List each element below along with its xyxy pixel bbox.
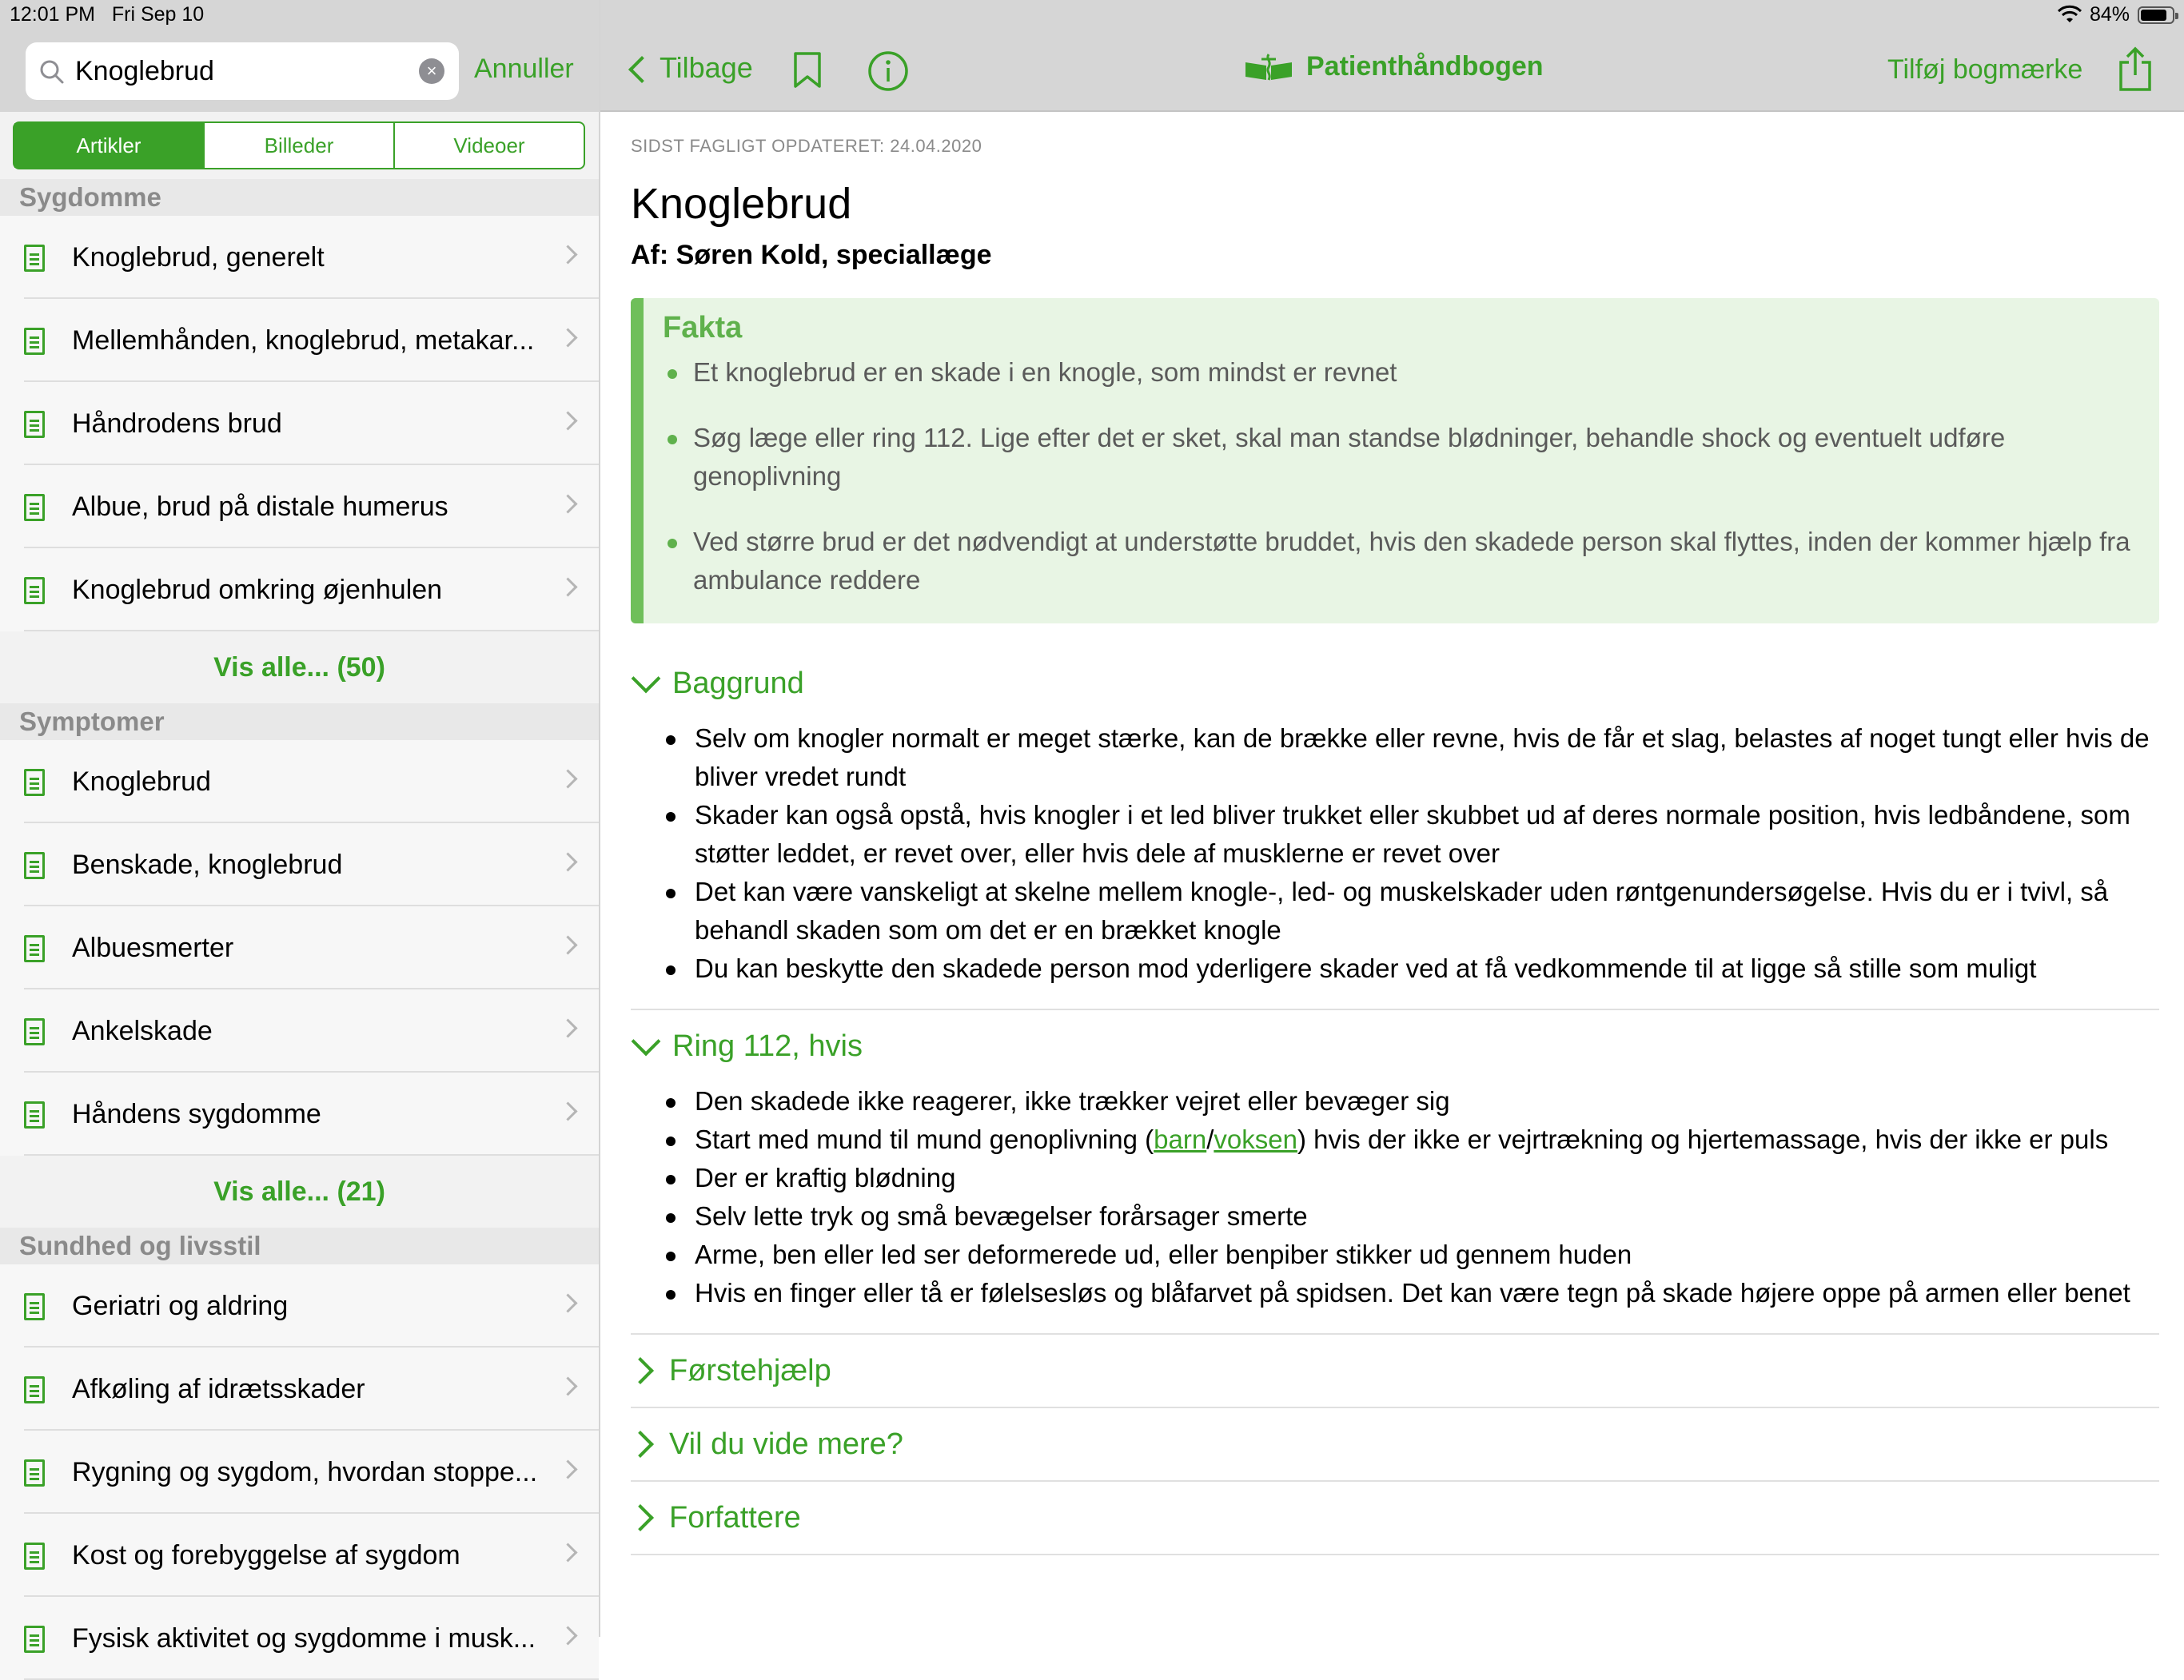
article-author: Af: Søren Kold, speciallæge <box>631 240 992 270</box>
status-bar <box>0 0 2184 34</box>
chevron-right-icon <box>558 1626 577 1645</box>
chevron-right-icon <box>558 769 577 788</box>
result-row[interactable] <box>0 740 599 823</box>
section-title: Førstehjælp <box>669 1353 831 1387</box>
section-title: Baggrund <box>672 666 804 700</box>
bookmark-icon[interactable] <box>792 51 823 90</box>
back-label: Tilbage <box>660 51 753 84</box>
result-row[interactable] <box>0 216 599 299</box>
battery-fill <box>2141 10 2166 21</box>
document-icon <box>24 411 45 438</box>
section-forfattere <box>631 1482 2159 1555</box>
document-icon <box>24 328 45 355</box>
article <box>631 112 2159 1555</box>
document-icon <box>24 852 45 879</box>
main-content <box>600 0 2184 1637</box>
document-icon <box>24 1626 45 1653</box>
search-results <box>0 179 599 1680</box>
wifi-icon <box>2058 6 2082 24</box>
section-header-sundhed: Sundhed og livsstil <box>0 1228 599 1264</box>
document-icon <box>24 1543 45 1570</box>
result-row[interactable] <box>0 548 599 631</box>
section-forfattere-header[interactable] <box>631 1482 2159 1554</box>
result-label: Fysisk aktivitet og sygdomme i musk... <box>72 1623 536 1654</box>
fakta-item: Et knoglebrud er en skade i en knogle, som mindst er revnet <box>663 353 2140 392</box>
bullet-item: Den skadede ikke reagerer, ikke trækker vejret eller bevæger sig <box>631 1082 2159 1121</box>
document-icon <box>24 1101 45 1129</box>
bullet-text: ) hvis der ikke er vejrtrækning og hjertemassage, hvis der ikke er puls <box>1297 1125 2109 1154</box>
result-row[interactable] <box>0 1073 599 1156</box>
chevron-right-icon <box>558 494 577 513</box>
chevron-down-icon <box>632 1027 661 1057</box>
section-ring-112 <box>631 1010 2159 1335</box>
document-icon <box>24 935 45 962</box>
result-row[interactable] <box>0 1597 599 1680</box>
section-forstehjaelp-header[interactable] <box>631 1335 2159 1407</box>
result-label: Geriatri og aldring <box>72 1291 289 1321</box>
result-label: Håndens sygdomme <box>72 1099 321 1129</box>
chevron-right-icon <box>558 411 577 430</box>
chevron-right-icon <box>558 577 577 596</box>
bullet-item: Det kan være vanskeligt at skelne mellem knogle-, led- og muskelskader uden røntgenundersøgelse. Hvis du er i tvivl, så behandl skaden som om det er en brækket knogle <box>631 873 2159 949</box>
chevron-right-icon <box>558 1543 577 1562</box>
app-title <box>1244 51 1544 82</box>
bullet-item: Hvis en finger eller tå er følelsesløs og blåfarvet på spidsen. Det kan være tegn på skade højere oppe på armen eller benet <box>631 1274 2159 1312</box>
document-icon <box>24 1376 45 1403</box>
result-row[interactable] <box>0 1431 599 1514</box>
result-row[interactable] <box>0 1348 599 1431</box>
document-icon <box>24 1459 45 1487</box>
battery-percent: 84% <box>2089 3 2130 26</box>
book-logo-icon <box>1244 53 1293 82</box>
section-header-sygdomme: Sygdomme <box>0 179 599 216</box>
share-icon[interactable] <box>2118 46 2153 93</box>
result-row[interactable] <box>0 382 599 465</box>
chevron-right-icon <box>558 1459 577 1479</box>
document-icon <box>24 769 45 796</box>
result-label: Albue, brud på distale humerus <box>72 492 448 522</box>
section-baggrund <box>631 647 2159 1010</box>
result-label: Knoglebrud, generelt <box>72 242 325 273</box>
chevron-right-icon <box>558 245 577 264</box>
search-input[interactable] <box>74 50 428 92</box>
back-button[interactable] <box>632 51 753 85</box>
section-vil-du-vide-mere <box>631 1408 2159 1482</box>
result-label: Rygning og sygdom, hvordan stoppe... <box>72 1457 538 1487</box>
section-vil-du-vide-mere-header[interactable] <box>631 1408 2159 1480</box>
status-time: 12:01 PM <box>10 3 96 26</box>
chevron-right-icon <box>558 1293 577 1312</box>
chevron-right-icon <box>558 1018 577 1037</box>
document-icon <box>24 494 45 521</box>
bullet-item <box>631 1121 2159 1159</box>
article-title: Knoglebrud <box>631 180 852 228</box>
chevron-right-icon <box>627 1504 654 1531</box>
result-label: Afkøling af idrætsskader <box>72 1374 365 1404</box>
result-row[interactable] <box>0 1514 599 1597</box>
result-label: Knoglebrud <box>72 766 211 797</box>
link-voksen[interactable]: voksen <box>1214 1125 1297 1154</box>
link-separator: / <box>1206 1125 1214 1154</box>
chevron-left-icon <box>628 56 656 83</box>
bullet-item: Skader kan også opstå, hvis knogler i et led bliver trukket eller skubbet ud af deres normale position, hvis ledbåndene, som støtter leddet, er revet over, eller hvis dele af musklerne er revet over <box>631 796 2159 873</box>
result-row[interactable] <box>0 906 599 989</box>
show-all-symptomer-link[interactable]: Vis alle... (21) <box>213 1176 385 1207</box>
chevron-right-icon <box>558 328 577 347</box>
fakta-item: Søg læge eller ring 112. Lige efter det er sket, skal man standse blødninger, behandle shock og eventuelt udføre genoplivning <box>663 419 2140 496</box>
section-baggrund-body <box>631 719 2159 1009</box>
section-baggrund-header[interactable] <box>631 647 2159 719</box>
status-date: Fri Sep 10 <box>111 3 205 26</box>
bullet-item: Der er kraftig blødning <box>631 1159 2159 1197</box>
app-title-text: Patienthåndbogen <box>1306 51 1544 82</box>
bullet-item: Du kan beskytte den skadede person mod yderligere skader ved at få vedkommende til at ligge så stille som muligt <box>631 949 2159 988</box>
search-box[interactable] <box>26 42 459 100</box>
battery-icon <box>2138 6 2174 24</box>
result-row[interactable] <box>0 1264 599 1348</box>
fakta-item: Ved større brud er det nødvendigt at understøtte bruddet, hvis den skadede person skal flyttes, inden der kommer hjælp fra ambulance reddere <box>663 523 2140 599</box>
section-ring-112-header[interactable] <box>631 1010 2159 1082</box>
chevron-right-icon <box>558 852 577 871</box>
link-barn[interactable]: barn <box>1154 1125 1207 1154</box>
result-label: Kost og forebyggelse af sygdom <box>72 1540 460 1571</box>
chevron-right-icon <box>558 935 577 954</box>
search-icon <box>38 58 66 86</box>
result-row[interactable] <box>0 823 599 906</box>
sidebar <box>0 0 600 1654</box>
document-icon <box>24 1018 45 1045</box>
result-row[interactable] <box>0 465 599 548</box>
chevron-right-icon <box>627 1357 654 1384</box>
section-title: Ring 112, hvis <box>672 1029 863 1063</box>
section-header-symptomer: Symptomer <box>0 703 599 740</box>
result-label: Ankelskade <box>72 1016 213 1046</box>
bullet-item: Arme, ben eller led ser deformerede ud, eller benpiber stikker ud gennem huden <box>631 1236 2159 1274</box>
bullet-item: Selv lette tryk og små bevægelser forårsager smerte <box>631 1197 2159 1236</box>
result-label: Benskade, knoglebrud <box>72 850 343 880</box>
fakta-title: Fakta <box>663 311 743 344</box>
chevron-right-icon <box>627 1431 654 1458</box>
result-label: Knoglebrud omkring øjenhulen <box>72 575 443 605</box>
clear-search-icon[interactable]: × <box>419 58 444 84</box>
show-all-sygdomme-link[interactable]: Vis alle... (50) <box>213 652 385 683</box>
result-label: Albuesmerter <box>72 933 234 963</box>
section-title: Forfattere <box>669 1500 801 1535</box>
status-right <box>2058 3 2174 26</box>
last-updated: SIDST FAGLIGT OPDATERET: 24.04.2020 <box>631 136 982 156</box>
chevron-right-icon <box>558 1376 577 1395</box>
chevron-right-icon <box>558 1101 577 1121</box>
add-bookmark-button[interactable]: Tilføj bogmærke <box>1887 54 2083 85</box>
segment-videoer[interactable]: Videoer <box>453 133 525 157</box>
document-icon <box>24 245 45 272</box>
segment-artikler[interactable]: Artikler <box>14 123 205 168</box>
fakta-box <box>631 298 2159 623</box>
section-title: Vil du vide mere? <box>669 1427 903 1461</box>
document-icon <box>24 1293 45 1320</box>
segment-billeder[interactable]: Billeder <box>205 123 395 168</box>
section-forstehjaelp <box>631 1335 2159 1408</box>
segmented-control <box>13 121 585 169</box>
info-icon[interactable] <box>867 50 909 92</box>
result-row[interactable] <box>0 299 599 382</box>
result-label: Håndrodens brud <box>72 408 282 439</box>
result-label: Mellemhånden, knoglebrud, metakar... <box>72 325 535 356</box>
section-ring-112-body <box>631 1082 2159 1333</box>
result-row[interactable] <box>0 989 599 1073</box>
chevron-down-icon <box>632 664 661 694</box>
bullet-text: Start med mund til mund genoplivning ( <box>695 1125 1154 1154</box>
cancel-button[interactable]: Annuller <box>474 54 574 84</box>
bullet-item: Selv om knogler normalt er meget stærke, kan de brække eller revne, hvis de får et slag, belastes af noget tungt eller hvis de bliver vredet rundt <box>631 719 2159 796</box>
document-icon <box>24 577 45 604</box>
status-time-date <box>10 3 204 26</box>
